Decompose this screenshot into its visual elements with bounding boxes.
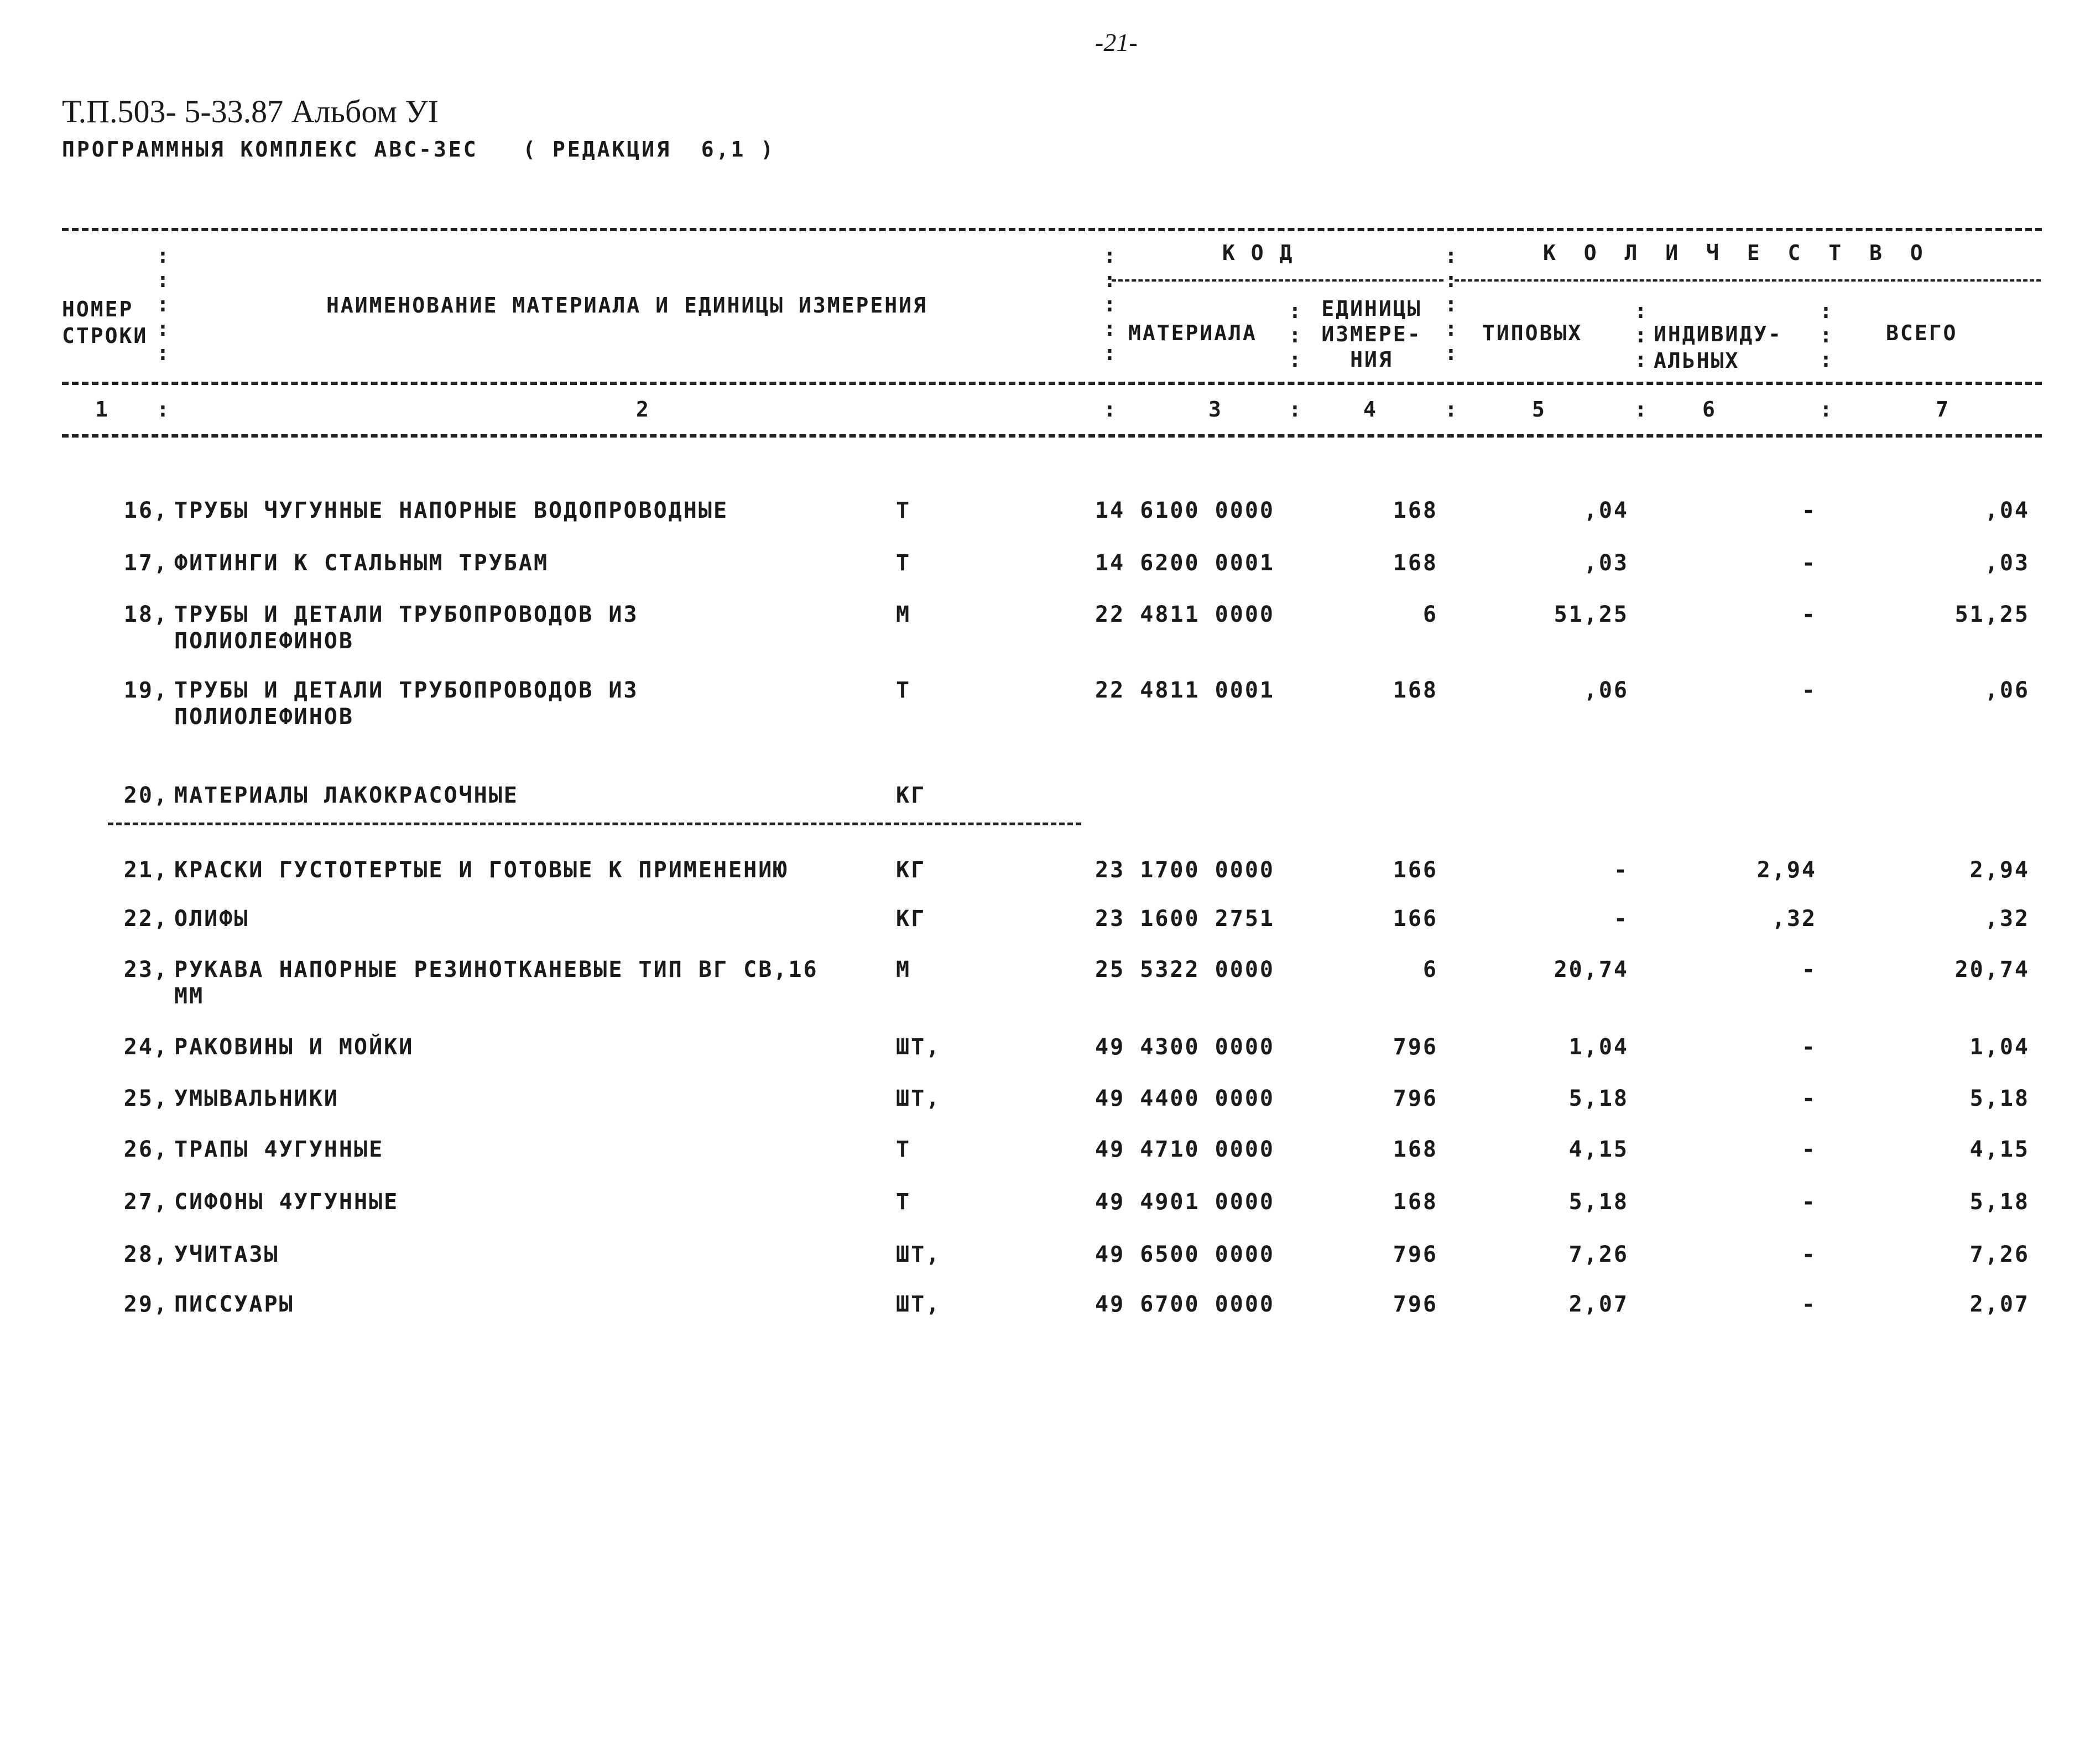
material-code: 23 1700 0000 (1095, 857, 1275, 883)
total-quantity: 4,15 (1969, 1137, 2030, 1162)
document-title: Т.П.503- 5-33.87 Альбом УI (62, 93, 439, 129)
unit-code: 166 (1393, 906, 1438, 932)
material-name: ПОЛИОЛЕФИНОВ (174, 704, 354, 730)
material-name: МАТЕРИАЛЫ ЛАКОКРАСОЧНЫЕ (174, 783, 519, 808)
unit-of-measure: Т (896, 498, 911, 523)
unit-of-measure: Т (896, 678, 911, 703)
typical-quantity: 4,15 (1568, 1137, 1629, 1162)
unit-of-measure: ШТ, (896, 1242, 941, 1267)
typical-quantity: 2,07 (1568, 1292, 1629, 1317)
quantity-group-header: К О Л И Ч Е С Т В О (1543, 241, 1931, 265)
header-top-rule (62, 228, 2042, 231)
row-number: 22, (123, 906, 169, 932)
individual-quantity: ,32 (1771, 906, 1817, 932)
unit-code: 168 (1393, 1137, 1438, 1162)
column-number-6: 6 (1702, 397, 1715, 422)
material-code: 49 6700 0000 (1095, 1292, 1275, 1317)
column-separator: : : : : : (1445, 243, 1457, 365)
unit-code: 796 (1393, 1242, 1438, 1267)
row-number: 24, (123, 1034, 169, 1060)
unit-code: 166 (1393, 857, 1438, 883)
unit-of-measure: ШТ, (896, 1086, 941, 1111)
material-name: СИФОНЫ 4УГУННЫЕ (174, 1189, 399, 1215)
individual-quantity: - (1801, 957, 1817, 982)
unit-of-measure: Т (896, 550, 911, 576)
code-material-header: МАТЕРИАЛА (1128, 321, 1257, 345)
typical-quantity: ,03 (1583, 550, 1629, 576)
unit-of-measure: ШТ, (896, 1292, 941, 1317)
name-header: НАИМЕНОВАНИЕ МАТЕРИАЛА И ЕДИНИЦЫ ИЗМЕРЕНИЯ (326, 293, 927, 318)
unit-of-measure: Т (896, 1137, 911, 1162)
total-quantity: 1,04 (1969, 1034, 2030, 1060)
row-number: 25, (123, 1086, 169, 1111)
row-number: 27, (123, 1189, 169, 1215)
code-group-rule (1112, 279, 1443, 282)
document-subtitle: ПРОГРАММНЫЯ КОМПЛЕКС АВС-3ЕС ( РЕДАКЦИЯ 6,1 ) (62, 137, 776, 162)
material-name: ОЛИФЫ (174, 906, 249, 932)
individual-quantity: - (1801, 1189, 1817, 1215)
column-number-1: 1 (95, 397, 108, 422)
column-number-4: 4 (1363, 397, 1376, 422)
total-quantity: 7,26 (1969, 1242, 2030, 1267)
typical-quantity: ,04 (1583, 498, 1629, 523)
individual-quantity: - (1801, 1034, 1817, 1060)
material-code: 22 4811 0000 (1095, 602, 1275, 627)
individual-quantity: - (1801, 1292, 1817, 1317)
individual-header: ИНДИВИДУ- АЛЬНЫХ (1654, 322, 1783, 373)
unit-code: 796 (1393, 1292, 1438, 1317)
quantity-group-rule (1455, 279, 2041, 282)
individual-quantity: - (1801, 550, 1817, 576)
material-code: 49 6500 0000 (1095, 1242, 1275, 1267)
unit-code: 6 (1422, 602, 1438, 627)
typical-quantity: 20,74 (1554, 957, 1629, 982)
individual-quantity: 2,94 (1757, 857, 1817, 883)
material-code: 49 4400 0000 (1095, 1086, 1275, 1111)
individual-quantity: - (1801, 1242, 1817, 1267)
total-quantity: 5,18 (1969, 1086, 2030, 1111)
material-name: УМЫВАЛЬНИКИ (174, 1086, 339, 1111)
column-separator: : : : (1820, 299, 1832, 372)
unit-of-measure: М (896, 602, 911, 627)
material-code: 22 4811 0001 (1095, 678, 1275, 703)
column-number-5: 5 (1532, 397, 1545, 422)
total-quantity: ,03 (1984, 550, 2030, 576)
total-quantity: ,04 (1984, 498, 2030, 523)
column-separator: : (157, 397, 169, 422)
unit-of-measure: М (896, 957, 911, 982)
typical-header: ТИПОВЫХ (1482, 321, 1583, 345)
unit-of-measure: ШТ, (896, 1034, 941, 1060)
material-name: ТРАПЫ 4УГУННЫЕ (174, 1137, 384, 1162)
column-separator: : : : (1634, 299, 1647, 372)
row-number: 26, (123, 1137, 169, 1162)
material-name: ТРУБЫ И ДЕТАЛИ ТРУБОПРОВОДОВ ИЗ (174, 678, 639, 703)
individual-quantity: - (1801, 498, 1817, 523)
row-number: 20, (123, 783, 169, 808)
unit-code: 168 (1393, 1189, 1438, 1215)
material-code: 49 4710 0000 (1095, 1137, 1275, 1162)
total-quantity: 51,25 (1955, 602, 2030, 627)
unit-of-measure: КГ (896, 906, 926, 932)
total-quantity: 20,74 (1955, 957, 2030, 982)
code-group-header: К О Д (1222, 241, 1294, 265)
material-code: 25 5322 0000 (1095, 957, 1275, 982)
unit-code: 168 (1393, 678, 1438, 703)
typical-quantity: 51,25 (1554, 602, 1629, 627)
row-number: 17, (123, 550, 169, 576)
column-separator: : (1820, 397, 1832, 422)
material-code: 23 1600 2751 (1095, 906, 1275, 932)
section-underline (108, 823, 1081, 825)
row-number: 23, (123, 957, 169, 982)
total-quantity: 2,94 (1969, 857, 2030, 883)
typical-quantity: 5,18 (1568, 1189, 1629, 1215)
column-separator: : (1634, 397, 1647, 422)
material-name: ММ (174, 984, 205, 1009)
column-number-7: 7 (1936, 397, 1948, 422)
individual-quantity: - (1801, 1137, 1817, 1162)
material-name: ПИССУАРЫ (174, 1292, 294, 1317)
column-separator: : (1103, 397, 1116, 422)
column-separator: : : : : : (1103, 243, 1116, 365)
column-number-3: 3 (1208, 397, 1221, 422)
unit-code: 796 (1393, 1086, 1438, 1111)
typical-quantity: - (1613, 906, 1629, 932)
individual-quantity: - (1801, 678, 1817, 703)
header-mid-rule (62, 382, 2042, 385)
individual-quantity: - (1801, 602, 1817, 627)
material-name: РУКАВА НАПОРНЫЕ РЕЗИНОТКАНЕВЫЕ ТИП ВГ СВ,16 (174, 957, 819, 982)
typical-quantity: 5,18 (1568, 1086, 1629, 1111)
unit-code: 168 (1393, 498, 1438, 523)
material-name: ТРУБЫ И ДЕТАЛИ ТРУБОПРОВОДОВ ИЗ (174, 602, 639, 627)
row-number: 16, (123, 498, 169, 523)
code-unit-header: ЕДИНИЦЫ ИЗМЕРЕ- НИЯ (1321, 296, 1422, 372)
total-quantity: ,32 (1984, 906, 2030, 932)
column-separator: : : : : : (157, 243, 169, 365)
unit-code: 168 (1393, 550, 1438, 576)
row-number: 29, (123, 1292, 169, 1317)
typical-quantity: 1,04 (1568, 1034, 1629, 1060)
total-header: ВСЕГО (1886, 321, 1958, 345)
material-name: УЧИТАЗЫ (174, 1242, 279, 1267)
material-name: ТРУБЫ ЧУГУННЫЕ НАПОРНЫЕ ВОДОПРОВОДНЫЕ (174, 498, 729, 523)
material-code: 49 4300 0000 (1095, 1034, 1275, 1060)
typical-quantity: - (1613, 857, 1629, 883)
typical-quantity: 7,26 (1568, 1242, 1629, 1267)
row-number: 19, (123, 678, 169, 703)
unit-of-measure: КГ (896, 783, 926, 808)
total-quantity: 2,07 (1969, 1292, 2030, 1317)
total-quantity: ,06 (1984, 678, 2030, 703)
unit-code: 6 (1422, 957, 1438, 982)
total-quantity: 5,18 (1969, 1189, 2030, 1215)
unit-code: 796 (1393, 1034, 1438, 1060)
header-bottom-rule (62, 434, 2042, 438)
unit-of-measure: КГ (896, 857, 926, 883)
typical-quantity: ,06 (1583, 678, 1629, 703)
material-name: ПОЛИОЛЕФИНОВ (174, 628, 354, 654)
row-number: 21, (123, 857, 169, 883)
column-separator: : (1289, 397, 1301, 422)
material-name: РАКОВИНЫ И МОЙКИ (174, 1034, 414, 1060)
material-name: ФИТИНГИ К СТАЛЬНЫМ ТРУБАМ (174, 550, 549, 576)
row-number: 18, (123, 602, 169, 627)
column-number-2: 2 (636, 397, 649, 422)
column-separator: : : : (1289, 299, 1301, 372)
column-separator: : (1445, 397, 1457, 422)
material-name: КРАСКИ ГУСТОТЕРТЫЕ И ГОТОВЫЕ К ПРИМЕНЕНИЮ (174, 857, 789, 883)
material-code: 14 6100 0000 (1095, 498, 1275, 523)
row-number-header: НОМЕР СТРОКИ (62, 297, 148, 348)
row-number: 28, (123, 1242, 169, 1267)
material-code: 14 6200 0001 (1095, 550, 1275, 576)
page-number: -21- (1095, 28, 1138, 56)
unit-of-measure: Т (896, 1189, 911, 1215)
material-code: 49 4901 0000 (1095, 1189, 1275, 1215)
individual-quantity: - (1801, 1086, 1817, 1111)
